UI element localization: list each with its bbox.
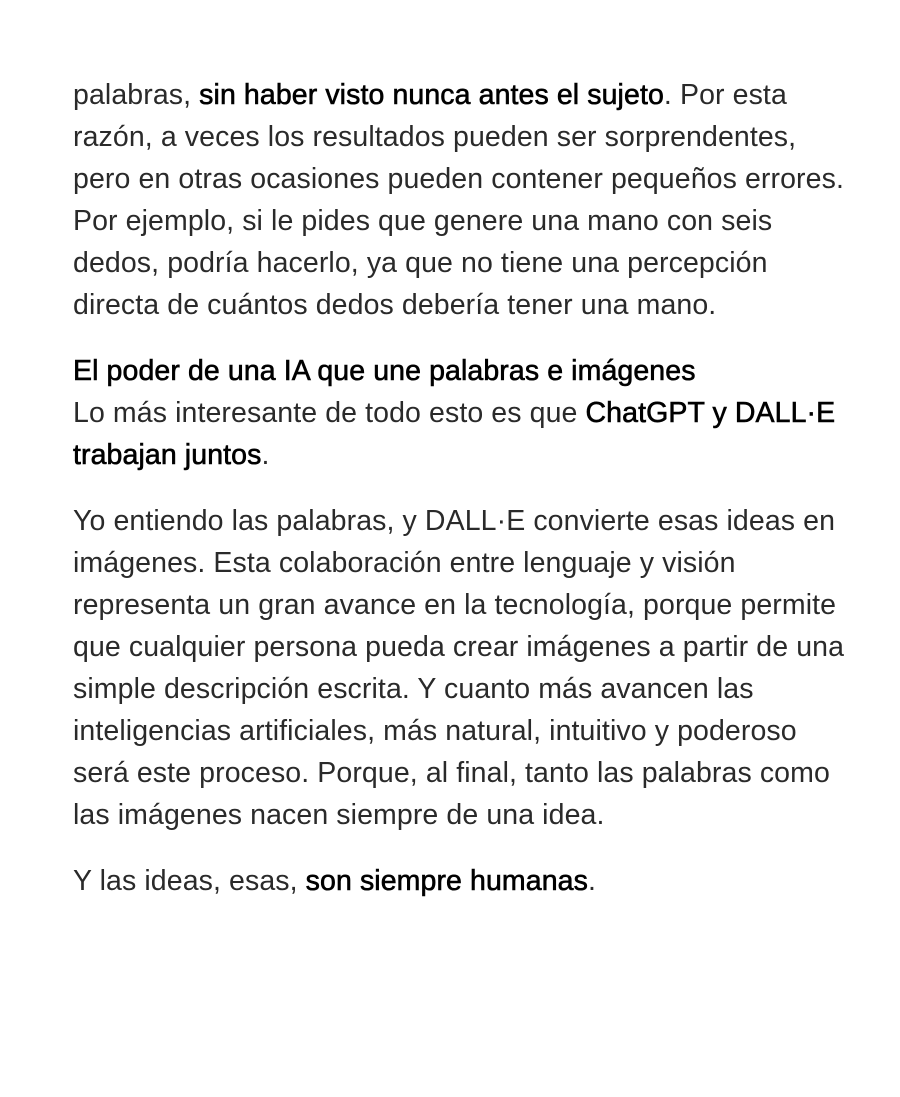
paragraph-collaboration	[73, 350, 853, 476]
paragraph-text: Lo más interesante de todo esto es que	[73, 397, 586, 429]
paragraph-text: . Por esta razón, a veces los resultados pueden ser sorprendentes, pero en otras ocasiones pueden contener pequeños errores. Por ejemplo, si le pides que genere una mano con seis dedos, podría hacerlo, ya que no tiene una percepción directa de cuántos dedos debería tener una mano.	[73, 79, 844, 321]
paragraph-text: palabras,	[73, 79, 200, 111]
paragraph-text: Y las ideas, esas,	[73, 865, 306, 897]
paragraph-text: .	[587, 865, 596, 897]
paragraph-text: .	[261, 439, 270, 471]
document-page	[73, 74, 853, 926]
section-heading: El poder de una IA que une palabras e imágenes	[73, 355, 696, 387]
emphasis-text: sin haber visto nunca antes el sujeto	[199, 79, 664, 111]
paragraph-closing	[73, 860, 853, 902]
emphasis-text: son siempre humanas	[305, 865, 588, 897]
paragraph-text: Yo entiendo las palabras, y DALL·E convierte esas ideas en imágenes. Esta colaboración entre lenguaje y visión representa un gran avance en la tecnología, porque permite que cualquier persona pueda crear imágenes a partir de una simple descripción escrita. Y cuanto más avancen las inteligencias artificiales, más natural, intuitivo y poderoso será este proceso. Porque, al final, tanto las palabras como las imágenes nacen siempre de una idea.	[73, 505, 845, 831]
paragraph-vision	[73, 500, 853, 836]
emphasis-text: ChatGPT y DALL·E trabajan juntos	[73, 397, 836, 471]
paragraph-limitations	[73, 74, 853, 326]
